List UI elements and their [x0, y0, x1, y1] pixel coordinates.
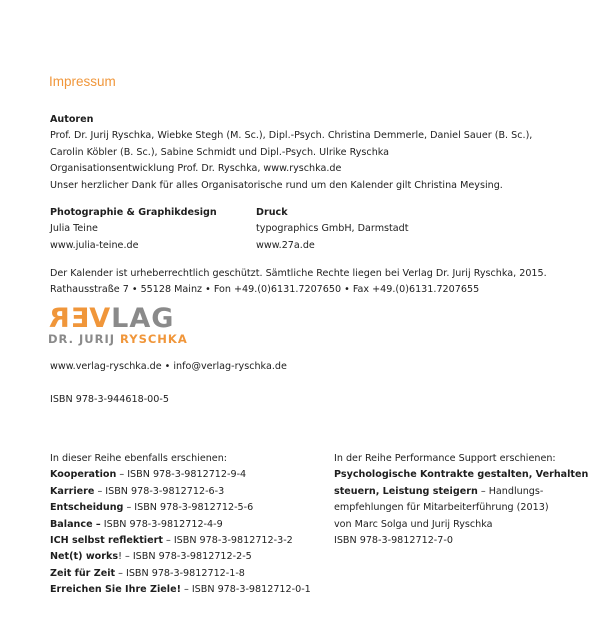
- ps-authors-line: von Marc Solga und Jurij Ryschka: [334, 518, 493, 530]
- series-item-isbn: – ISBN 978-3-9812712-0-1: [180, 584, 311, 596]
- ps-title-line: Psychologische Kontrakte gestalten, Verhalten: [334, 469, 589, 481]
- print-name: typographics GmbH, Darmstadt: [256, 223, 409, 235]
- logo-wordmark: [48, 305, 198, 332]
- series-item-isbn: – ISBN 978-3-9812712-5-6: [123, 502, 254, 514]
- authors-heading: Autoren: [50, 114, 94, 125]
- series-item: [50, 582, 311, 598]
- print-url[interactable]: www.27a.de: [256, 239, 315, 251]
- series-item: [50, 484, 311, 500]
- series-item-title: ICH selbst reflektiert: [50, 534, 163, 546]
- photo-name: Julia Teine: [50, 223, 98, 235]
- copyright-section: [50, 266, 547, 299]
- logo-dr-jurij: DR. JURIJ: [48, 332, 121, 346]
- logo-ryschka: RYSCHKA: [120, 332, 188, 346]
- series-item: [50, 566, 311, 582]
- series-item-title: Kooperation: [50, 469, 117, 481]
- series-item-title: Karriere: [50, 485, 95, 497]
- authors-line: Organisationsentwicklung Prof. Dr. Ryschka, www.ryschka.de: [50, 163, 342, 175]
- address-line: Rathausstraße 7 • 55128 Mainz • Fon +49.(0)6131.7207650 • Fax +49.(0)6131.7207655: [50, 284, 480, 296]
- authors-line: Prof. Dr. Jurij Ryschka, Wiebke Stegh (M. Sc.), Dipl.-Psych. Christina Demmerle, Daniel Sauer (B. Sc.),: [50, 130, 533, 142]
- series-item-isbn: – ISBN 978-3-9812712-1-8: [115, 567, 245, 579]
- thanks-line: Unser herzlicher Dank für alles Organisatorische rund um den Kalender gilt Christina Meysing.: [50, 179, 503, 191]
- ps-title-end: steuern, Leistung steigern: [334, 485, 478, 497]
- print-heading: Druck: [256, 207, 288, 218]
- series-item-isbn: – ISBN 978-3-9812712-9-4: [116, 469, 247, 481]
- series-item: [50, 533, 311, 549]
- series-item-title: Net(t) works: [50, 551, 119, 563]
- ps-title-line: [334, 484, 588, 500]
- series-item-title: Balance –: [50, 518, 101, 530]
- photo-heading: Photographie & Graphikdesign: [50, 207, 217, 218]
- series-item: [50, 549, 311, 565]
- logo-letter-v: V: [89, 303, 112, 334]
- series-item-isbn: ISBN 978-3-9812712-4-9: [100, 518, 223, 530]
- isbn: ISBN 978-3-944618-00-5: [50, 394, 169, 405]
- series-item: [50, 500, 311, 516]
- authors-line: Carolin Köbler (B. Sc.), Sabine Schmidt und Dipl.-Psych. Ulrike Ryschka: [50, 146, 390, 158]
- performance-support-series: [334, 451, 588, 549]
- logo-lag: LAG: [111, 303, 175, 334]
- series-list: [50, 451, 311, 599]
- logo-letter-e: E: [69, 303, 90, 334]
- page-title: Impressum: [49, 74, 116, 89]
- series-item-isbn: – ISBN 978-3-9812712-6-3: [94, 485, 225, 497]
- print-section: [256, 205, 409, 254]
- series-item-isbn: – ISBN 978-3-9812712-3-2: [162, 534, 293, 546]
- logo-subline: [48, 332, 198, 346]
- series-item-title: Zeit für Zeit: [50, 567, 116, 579]
- logo-letter-r: R: [48, 303, 70, 334]
- copyright-line: Der Kalender ist urheberrechtlich geschützt. Sämtliche Rechte liegen bei Verlag Dr. Jurij Ryschka, 2015.: [50, 268, 547, 279]
- series-item-title: Entscheidung: [50, 502, 124, 514]
- photo-design-section: [50, 205, 217, 254]
- photo-url[interactable]: www.julia-teine.de: [50, 239, 139, 251]
- ps-isbn-line: ISBN 978-3-9812712-7-0: [334, 534, 453, 546]
- publisher-logo: [48, 305, 198, 347]
- contact-line[interactable]: www.verlag-ryschka.de • info@verlag-ryschka.de: [50, 361, 287, 372]
- series-item: [50, 467, 311, 483]
- series-item-isbn: ! – ISBN 978-3-9812712-2-5: [118, 551, 252, 563]
- authors-section: [50, 112, 532, 194]
- series-intro: In dieser Reihe ebenfalls erschienen:: [50, 453, 228, 464]
- ps-desc-line: empfehlungen für Mitarbeiterführung (2013): [334, 502, 549, 514]
- ps-desc-start: – Handlungs-: [477, 485, 544, 497]
- series-item: [50, 517, 311, 533]
- ps-intro: In der Reihe Performance Support erschienen:: [334, 453, 556, 464]
- series-item-title: Erreichen Sie Ihre Ziele!: [50, 584, 181, 596]
